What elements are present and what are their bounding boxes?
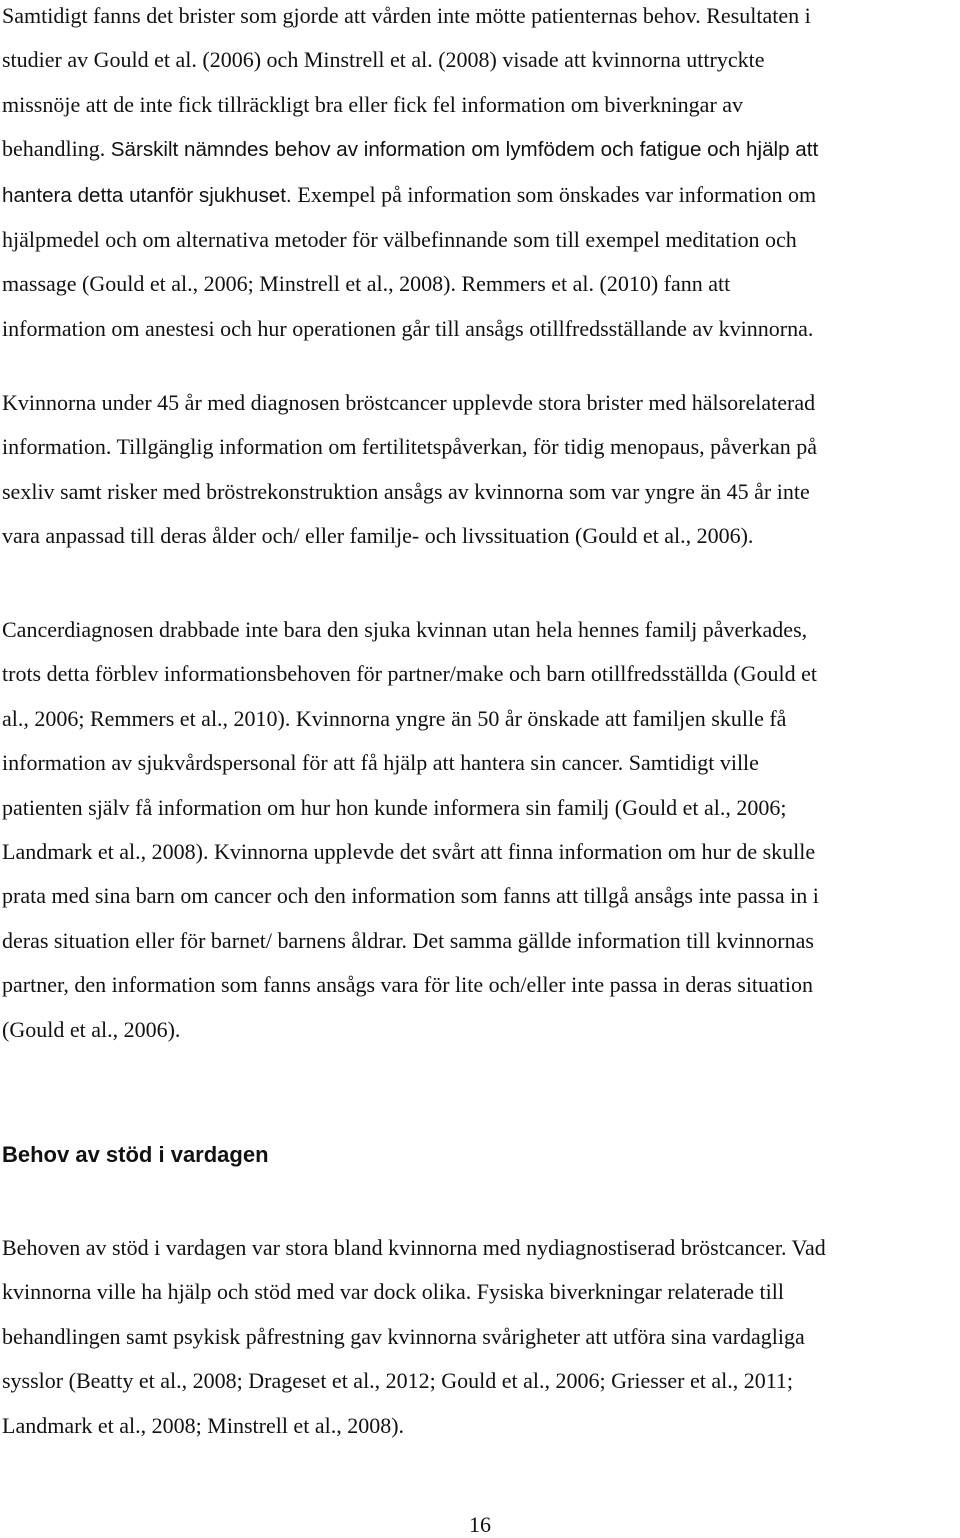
text-line: vara anpassad till deras ålder och/ eller familje- och livssituation (Gould et al., 2006). bbox=[2, 523, 754, 549]
text-line: al., 2006; Remmers et al., 2010). Kvinnorna yngre än 50 år önskade att familjen skulle få bbox=[2, 705, 787, 731]
text-line: (Gould et al., 2006). bbox=[2, 1016, 181, 1042]
text-run-sans: Särskilt nämndes behov av information om lymfödem och fatigue och hjälp att bbox=[110, 138, 819, 162]
text-line: Landmark et al., 2008; Minstrell et al., 2008). bbox=[2, 1412, 405, 1438]
text-line: sysslor (Beatty et al., 2008; Drageset et al., 2012; Gould et al., 2006; Griesser et al., 2011; bbox=[2, 1368, 794, 1394]
text-line: kvinnorna ville ha hjälp och stöd med var dock olika. Fysiska biverkningar relaterade till bbox=[2, 1279, 785, 1305]
text-line: massage (Gould et al., 2006; Minstrell et al., 2008). Remmers et al. (2010) fann att bbox=[2, 271, 731, 297]
text-line: information om anestesi och hur operationen går till ansågs otillfredsställande av kvinnorna. bbox=[2, 315, 814, 341]
text-line: behandlingen samt psykisk påfrestning gav kvinnorna svårigheter att utföra sina vardagliga bbox=[2, 1323, 805, 1349]
text-line: Samtidigt fanns det brister som gjorde att vården inte mötte patienternas behov. Resultaten i bbox=[2, 3, 811, 28]
text-line: information av sjukvårdspersonal för att få hjälp att hantera sin cancer. Samtidigt ville bbox=[2, 750, 759, 776]
text-line: information. Tillgänglig information om fertilitetspåverkan, för tidig menopaus, påverkan på bbox=[2, 434, 818, 460]
text-line: missnöje att de inte fick tillräckligt bra eller fick fel information om biverkningar av bbox=[2, 91, 744, 117]
text-line: studier av Gould et al. (2006) och Minstrell et al. (2008) visade att kvinnorna uttryckte bbox=[2, 47, 765, 73]
page-number: 16 bbox=[469, 1512, 491, 1537]
text-run: Exempel på information som önskades var information om bbox=[297, 181, 817, 207]
text-line: prata med sina barn om cancer och den information som fanns att tillgå ansågs inte passa in i bbox=[2, 883, 819, 909]
text-line: hjälpmedel och om alternativa metoder för välbefinnande som till exempel meditation och bbox=[2, 227, 797, 253]
text-run: behandling. bbox=[2, 136, 111, 162]
text-line: Landmark et al., 2008). Kvinnorna upplevde det svårt att finna information om hur de skulle bbox=[2, 839, 816, 865]
text-line: partner, den information som fanns ansågs vara för lite och/eller inte passa in deras situation bbox=[2, 972, 814, 998]
text-run-sans: hantera detta utanför sjukhuset. bbox=[2, 183, 298, 207]
section-heading: Behov av stöd i vardagen bbox=[2, 1142, 269, 1167]
paragraph-young-women bbox=[2, 381, 960, 559]
text-line: Kvinnorna under 45 år med diagnosen bröstcancer upplevde stora brister med hälsorelaterad bbox=[2, 390, 816, 415]
text-line-mixed bbox=[2, 173, 960, 218]
text-line: Behoven av stöd i vardagen var stora bland kvinnorna med nydiagnostiserad bröstcancer. Vad bbox=[2, 1235, 826, 1260]
text-line: trots detta förblev informationsbehoven för partner/make och barn otillfredsställda (Gould et bbox=[2, 661, 817, 687]
text-line: Cancerdiagnosen drabbade inte bara den sjuka kvinnan utan hela hennes familj påverkades, bbox=[2, 617, 808, 642]
text-line: deras situation eller för barnet/ barnens åldrar. Det samma gällde information till kvinnornas bbox=[2, 927, 814, 953]
text-line-mixed bbox=[2, 127, 960, 172]
text-line: sexliv samt risker med bröstrekonstruktion ansågs av kvinnorna som var yngre än 45 år inte bbox=[2, 478, 810, 504]
paragraph-daily-support bbox=[2, 1226, 960, 1448]
paragraph-family bbox=[2, 608, 960, 1052]
text-line: patienten själv få information om hur hon kunde informera sin familj (Gould et al., 2006; bbox=[2, 794, 787, 820]
paragraph-information-needs bbox=[2, 0, 960, 351]
